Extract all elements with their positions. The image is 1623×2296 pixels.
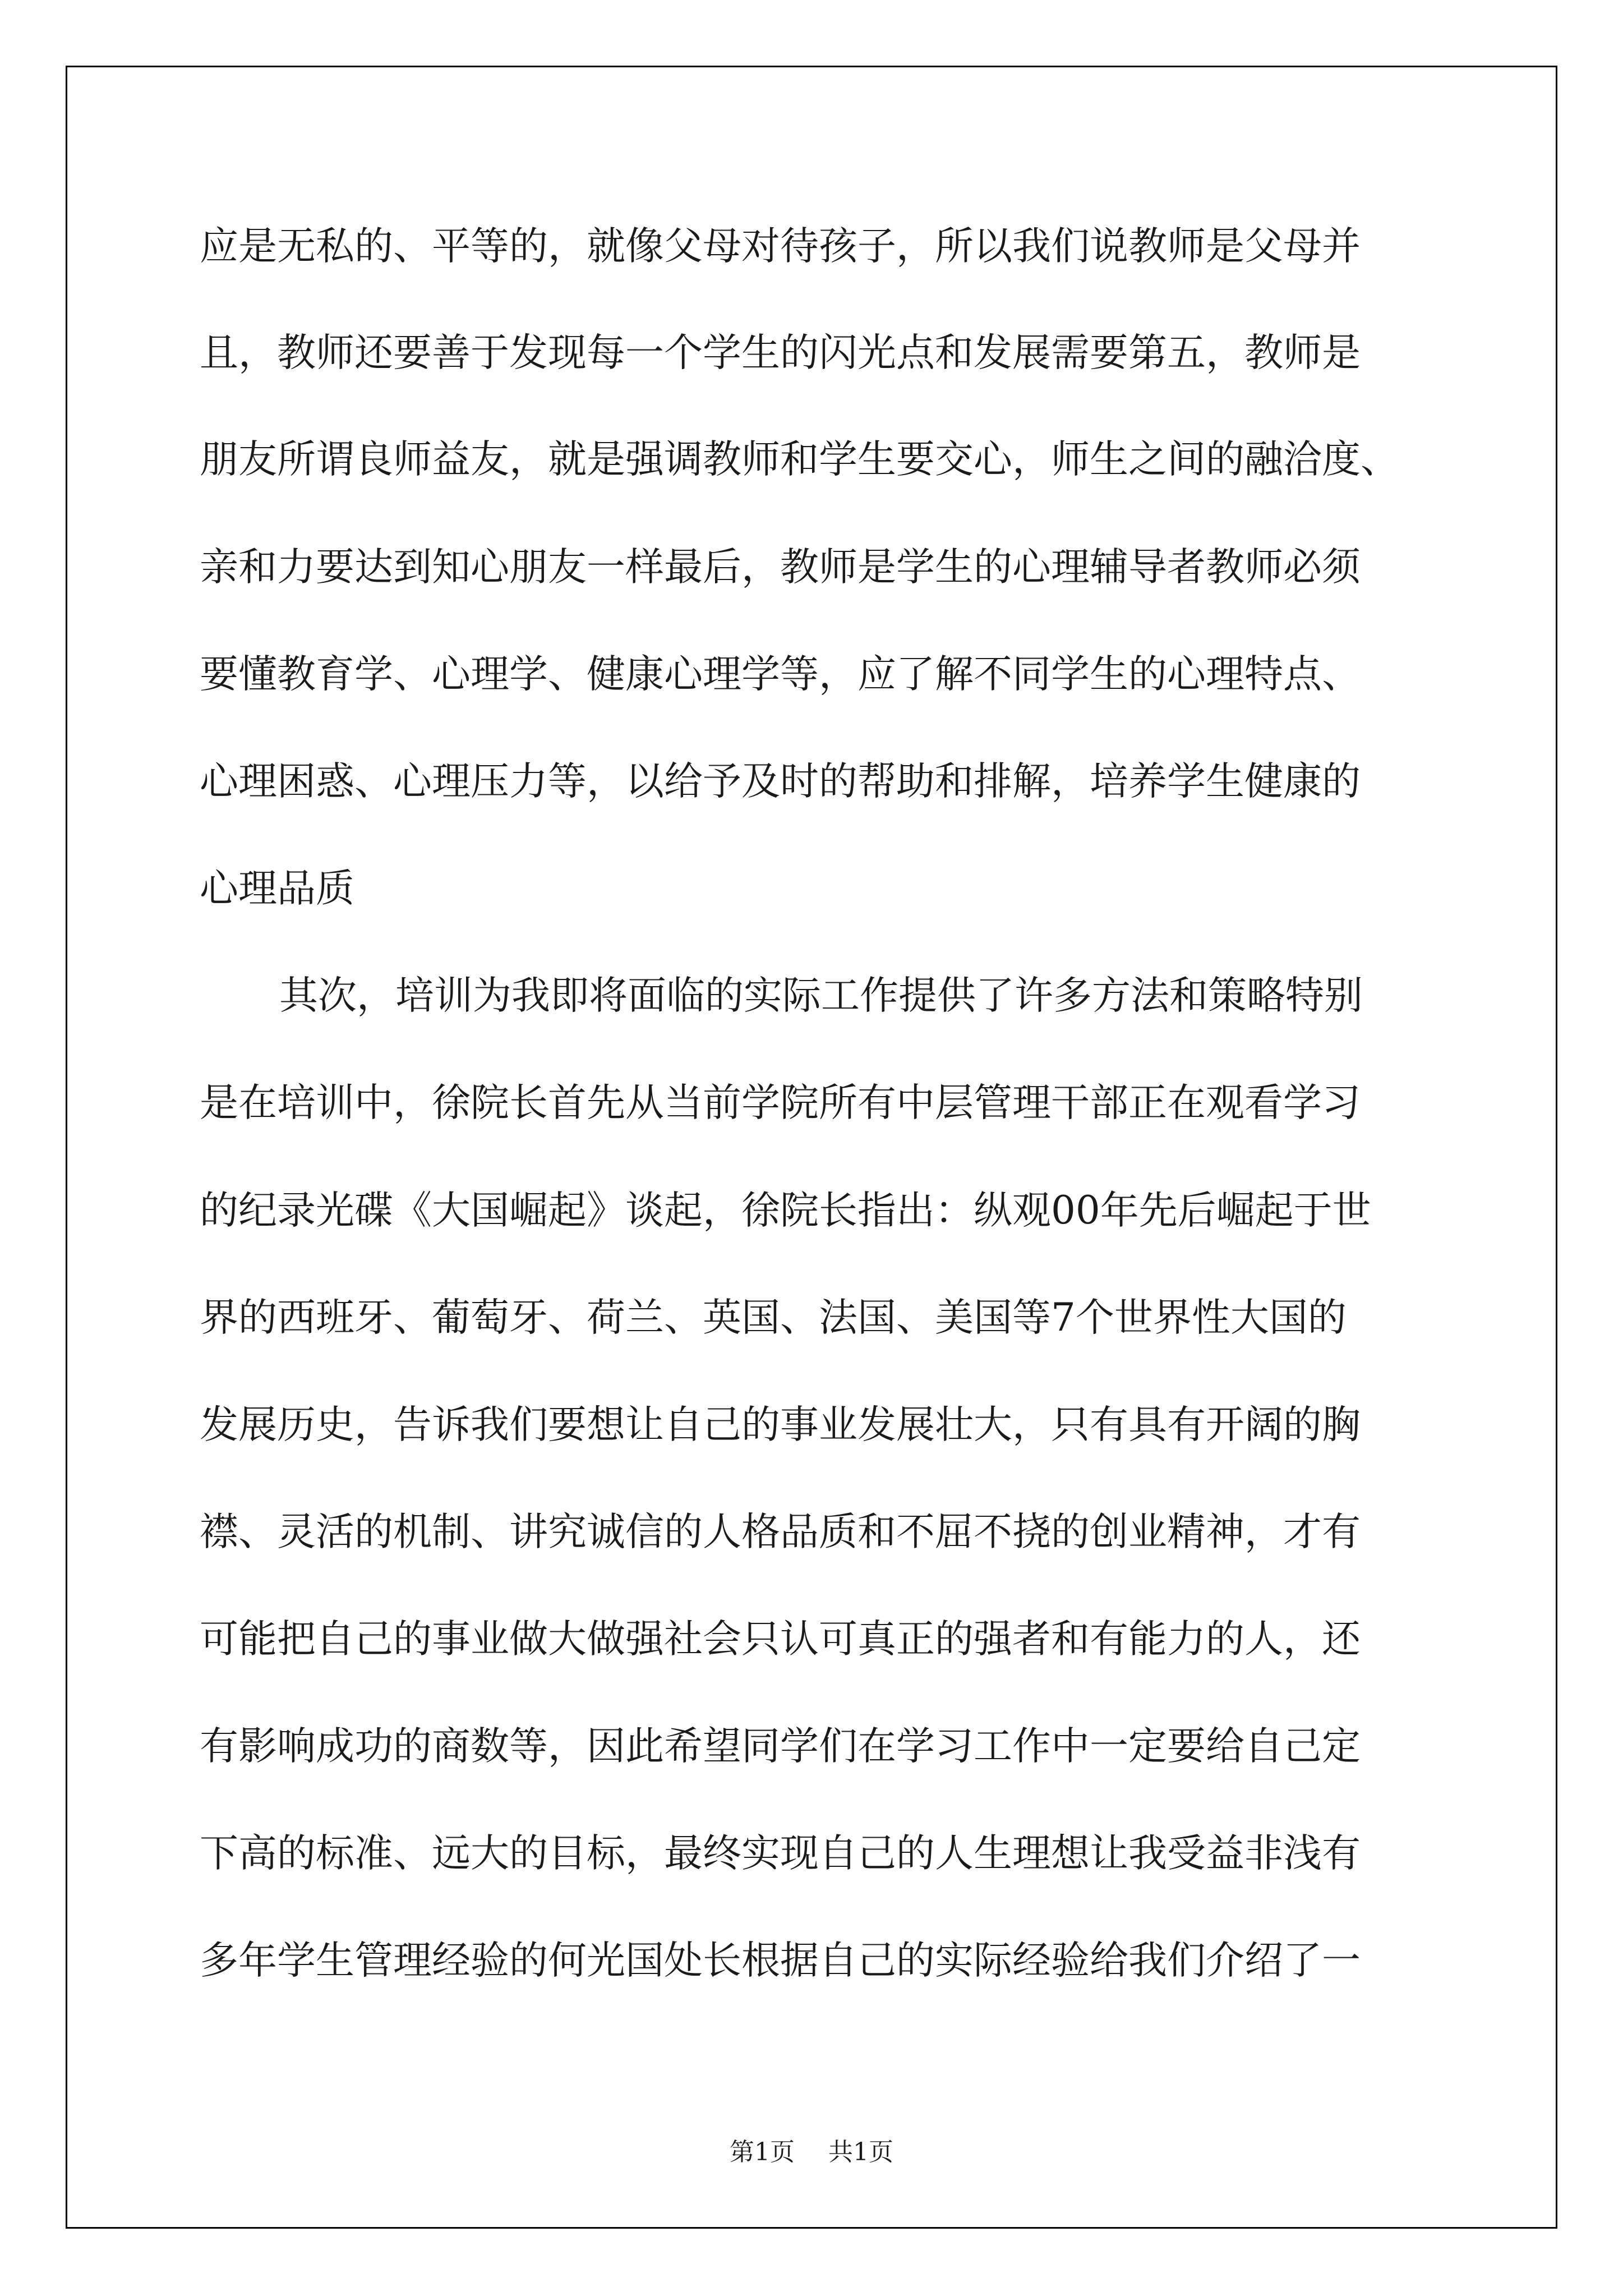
text-line: 是在培训中，徐院长首先从当前学院所有中层管理干部正在观看学习	[200, 1080, 1361, 1125]
page-footer	[0, 2132, 1623, 2168]
page-number: 第1页	[730, 2138, 795, 2166]
paragraph-start-line: 其次，培训为我即将面临的实际工作提供了许多方法和策略特别	[279, 973, 1363, 1018]
text-line: 下高的标准、远大的目标，最终实现自己的人生理想让我受益非浅有	[200, 1831, 1361, 1876]
text-line: 心理困惑、心理压力等，以给予及时的帮助和排解，培养学生健康的	[200, 759, 1361, 804]
text-line: 襟、灵活的机制、讲究诚信的人格品质和不屈不挠的创业精神，才有	[200, 1510, 1361, 1554]
text-line: 发展历史，告诉我们要想让自己的事业发展壮大，只有具有开阔的胸	[200, 1402, 1361, 1447]
text-line: 心理品质	[200, 866, 354, 911]
text-line: 应是无私的、平等的，就像父母对待孩子，所以我们说教师是父母并	[200, 224, 1361, 269]
page-total: 共1页	[828, 2138, 893, 2166]
text-line: 有影响成功的商数等，因此希望同学们在学习工作中一定要给自己定	[200, 1724, 1361, 1769]
text-line: 要懂教育学、心理学、健康心理学等，应了解不同学生的心理特点、	[200, 652, 1361, 697]
text-line: 且，教师还要善于发现每一个学生的闪光点和发展需要第五，教师是	[200, 330, 1361, 375]
text-line: 多年学生管理经验的何光国处长根据自己的实际经验给我们介绍了一	[200, 1938, 1361, 1983]
page-border	[66, 66, 1557, 2229]
text-line: 界的西班牙、葡萄牙、荷兰、英国、法国、美国等7个世界性大国的	[200, 1295, 1347, 1340]
text-line: 的纪录光碟《大国崛起》谈起，徐院长指出：纵观00年先后崛起于世	[200, 1188, 1371, 1233]
text-line: 可能把自己的事业做大做强社会只认可真正的强者和有能力的人，还	[200, 1617, 1361, 1662]
text-line: 亲和力要达到知心朋友一样最后，教师是学生的心理辅导者教师必须	[200, 545, 1361, 590]
text-line: 朋友所谓良师益友，就是强调教师和学生要交心，师生之间的融洽度、	[200, 437, 1399, 482]
